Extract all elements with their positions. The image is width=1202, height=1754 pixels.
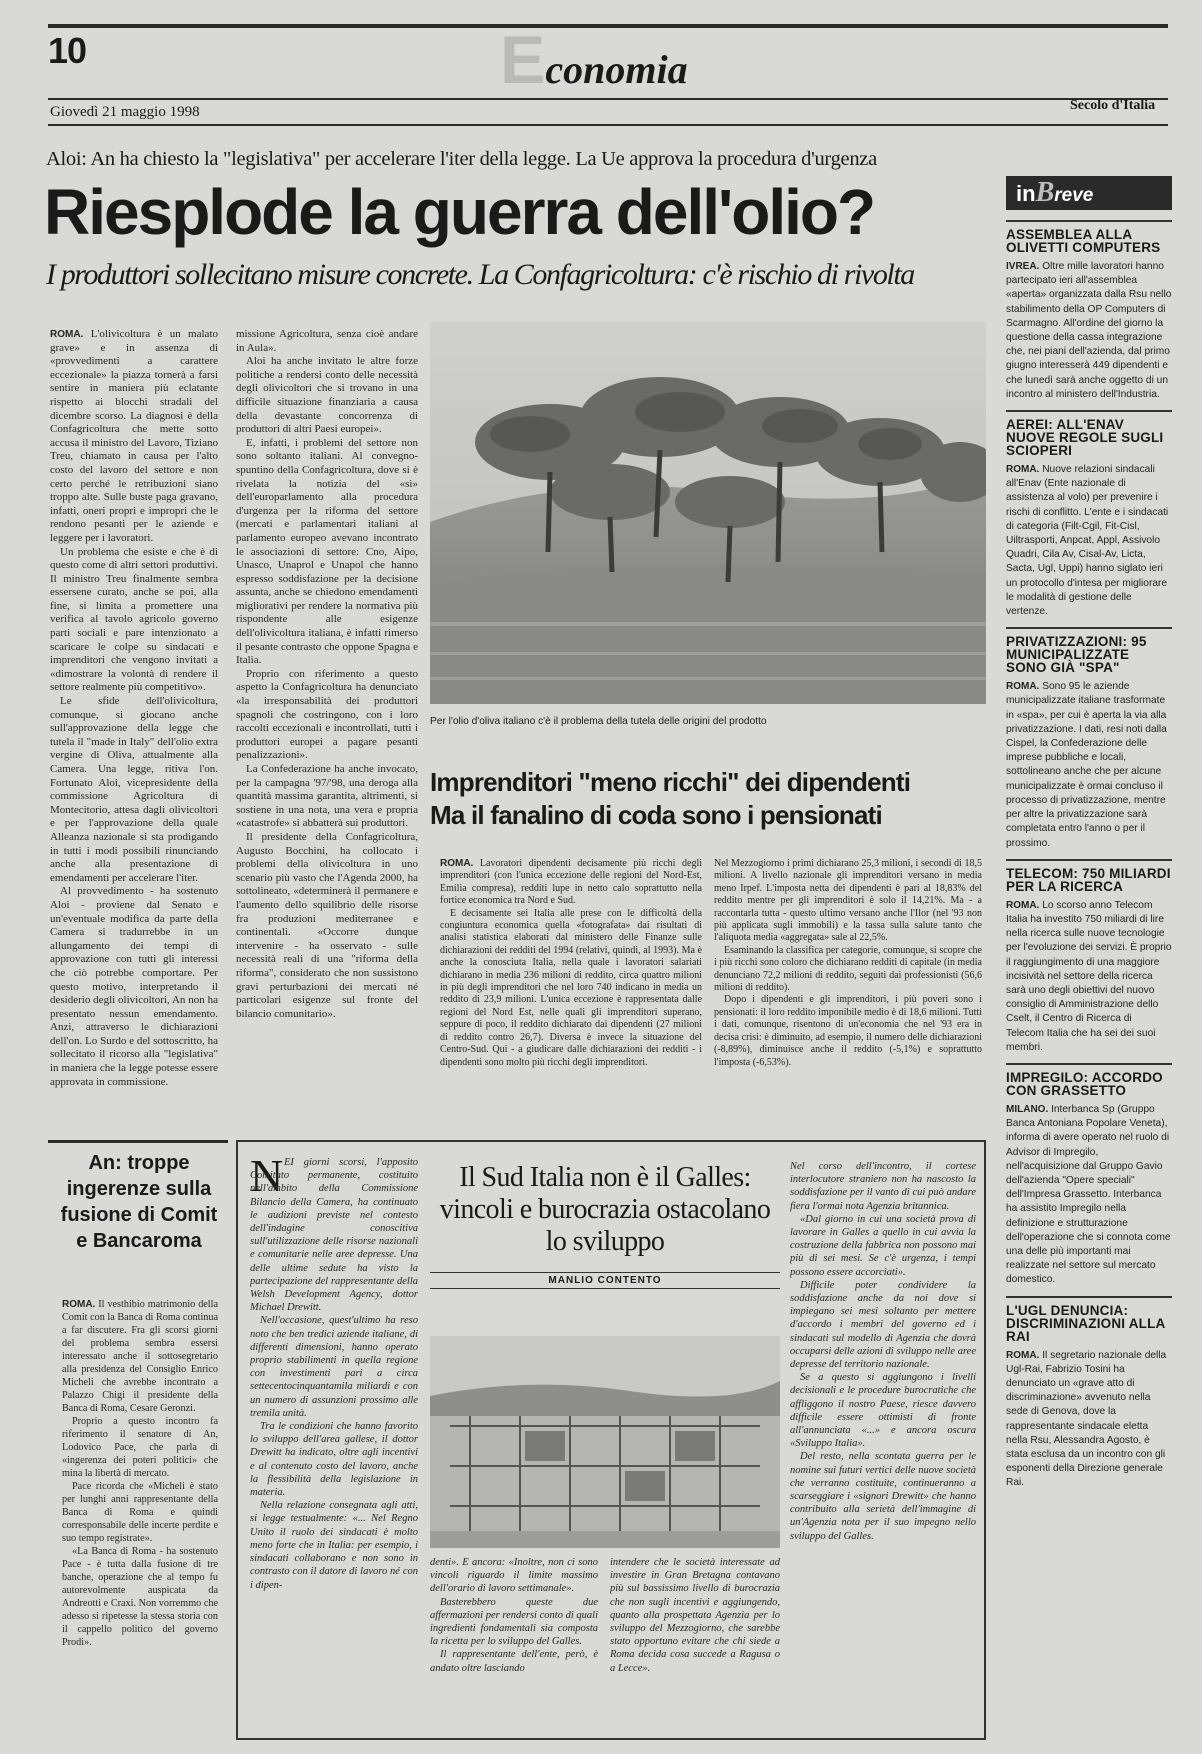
paragraph: Le sfide dell'olivicoltura, comunque, si giocano anche sull'approvazione della legge che tutela il "made in Italy" dell'olio extra vergine di Oliva, attualmente alla Camera. Una legge, ritiva l'on. Fortunato Aloi, vicepresidente della commissione Agricoltura di Montecitorio, attesa dagli olivicoltori e per l'approvazione della quale Alleanza nazionale si sta prodigando in tutti i modi possibili rinunciando anche alla presentazione di emendamenti per accelerare l'iter. xyxy=(50,695,218,884)
dateline: ROMA. xyxy=(1006,464,1040,476)
inbreve-separator xyxy=(1006,410,1172,412)
paragraph: Nella relazione consegnata agli atti, si legge testualmente: «... Nel Regno Unito il ruolo dei sindacati è molto meno forte che in Italia: per esempio, i sindacati collaborano e non sono in contrasto con il datore di lavoro né con i dipen- xyxy=(250,1500,418,1591)
construction-photo xyxy=(430,1336,780,1548)
paragraph: Lavoratori dipendenti decisamente più ricchi degli imprenditori (con l'unica eccezione delle regioni del Nord-Est, Emilia compresa), redditi lupe in netto calo soprattutto nella fortice economica tra Nord e Sud. xyxy=(440,858,702,907)
inbreve-separator xyxy=(1006,859,1172,861)
galles-headline: Il Sud Italia non è il Galles: vincoli e burocrazia ostacolano lo sviluppo xyxy=(439,1162,771,1257)
paragraph: La Confederazione ha anche invocato, per la campagna '97/'98, una deroga alla quantità massima garantita, altrimenti, si sostiene in una nota, una vera e propria «catastrofe» si abbatterà sui produttori. xyxy=(236,763,418,830)
inbreve-item-title: PRIVATIZZAZIONI: 95 MUNICIPALIZZATE SONO GIÀ "SPA" xyxy=(1006,634,1147,676)
paragraph: L'olivicoltura è un malato grave» e in assenza di «provvedimenti a carattere eccezionale» la piazza tornerà a farsi sentire in maniera più eclatante rispetto ai blocchi stradali del dicembre scorso. La diagnosi è della Confagricoltura che mette sotto accusa il ministro del Lavoro, Tiziano Treu, chiamato in causa per l'alto costo del lavoro del settore e non certo perché le retribuzioni siano troppo alte. Sulle buste paga gravano, infatti, oneri propri e impropri che le rendono pesanti per le aziende e leggere per i lavoratori. xyxy=(50,328,218,544)
paragraph: Esaminando la classifica per categorie, comunque, si scopre che i più ricchi sono coloro che dichiarano redditi di capitale (in media denunciano 72,2 milioni di reddito, seguiti dai professionisti (56,6 milioni di reddito). xyxy=(714,944,982,994)
paragraph: Il rappresentante dell'ente, però, è andato oltre lasciando xyxy=(430,1649,598,1674)
page-number: 10 xyxy=(48,30,87,71)
paragraph: Nell'occasione, quest'ultimo ha reso noto che ben tredici aziende italiane, di differenti dimensioni, hanno operato proprio stabilimenti in quella regione con investimenti pari a circa settecentocinquantamila miliardi e con un numero di assunzioni prossimo alle tremila unità. xyxy=(250,1315,418,1419)
inbreve-item xyxy=(1006,1304,1172,1491)
olive-grove-illustration xyxy=(430,322,986,704)
paragraph: Del resto, nella scontata guerra per le nomine sui futuri vertici delle nuove società che verranno costituite, continueranno a scarseggiare i «signori Drewitt» che hanno contribuito alla serietà dell'immagine di un'Agenzia nota per il suo impegno nello sviluppo del Galles. xyxy=(790,1451,976,1542)
galles-right-column xyxy=(790,1160,976,1736)
inbreve-item-text: Lo scorso anno Telecom Italia ha investito 750 miliardi di lire nella ricerca sulle nuove tecnologie per l'evoluzione dei servizi. È proprio il raggiungimento di una maggiore incisività nel settore della ricerca sarà uno degli obiettivi del nuovo consiglio di Amministrazione dello Cselt, il Centro di Ricerca di Telecom Italia che ha sei dei suoi membri. xyxy=(1006,899,1172,1053)
paragraph: Basterebbero queste due affermazioni per rendersi conto di quali ingredienti fondamentali sia composta la ricetta per lo sviluppo del Galles. xyxy=(430,1596,598,1648)
galles-middle-column-1 xyxy=(430,1556,598,1734)
galles-byline: MANLIO CONTENTO xyxy=(430,1272,780,1289)
inbreve-separator xyxy=(1006,627,1172,629)
paragraph: intendere che le società interessate ad investire in Gran Bretagna contavano più sul bassissimo livello di burocrazia che non sugli incentivi e aggiungendo, quanto alla prospettata Agenzia per lo sviluppo del Mezzogiorno, che sarebbe stato opportuno evitare che chi siede a Roma decida cosa succede a Ragusa o a Lecce». xyxy=(610,1557,780,1674)
paragraph: Un problema che esiste e che è di questo come di altri settori produttivi. Il ministro Treu finalmente sembra essersene curato, anche se poi, alla fine, si limita a promettere una verifica al tavolo agricolo governo parti sociali e pare intenzionato a scaricare le colpe su sindacati e imprenditori che vengono invitati a «dimostrare la volontà di rendere il settore realmente più competitivo». xyxy=(50,545,218,694)
dateline: ROMA. xyxy=(1006,681,1040,693)
section-name: conomia xyxy=(545,47,688,92)
photo-caption: Per l'olio d'oliva italiano c'è il problema della tutela delle origini del prodotto xyxy=(430,716,767,727)
paragraph: Dopo i dipendenti e gli imprenditori, i più poveri sono i pensionati: il loro reddito imponibile medio è di 18,6 milioni. Tutti i dati, comunque, risentono di un'economia che nel '93 era in decisa crisi: è diminuito, ad esempio, il numero delle dichiarazioni (-8,89%), diminuisce anche il reddito (-5,1%) e soprattutto l'imposta (-6,53%). xyxy=(714,994,982,1068)
paragraph: missione Agricoltura, senza cioè andare in Aula». xyxy=(236,328,418,354)
inbreve-item xyxy=(1006,418,1172,619)
date-rule-bottom xyxy=(48,124,1168,126)
secondary-headline-line-1: Imprenditori "meno ricchi" dei dipendenti xyxy=(430,767,911,797)
dateline: ROMA. xyxy=(1006,1349,1040,1361)
olive-grove-photo xyxy=(430,322,986,704)
inbreve-item-text: Interbanca Sp (Gruppo Banca Antoniana Popolare Veneta), informa di avere operato nel ruolo di Advisor di Impregilo, nell'acquisizione dal Gruppo Gavio dell'azienda "Opere speciali" dell'Impresa Grassetto. Interbanca ha assistito Impregilo nella definizione e strutturazione dell'operazione che si connota come una delle più importanti mai realizzate nel settore sul mercato domestico. xyxy=(1006,1103,1171,1286)
lead-column-2 xyxy=(236,328,418,1118)
inbreve-item-text: Sono 95 le aziende municipalizzate italiane trasformate in «spa», per cui è aperta la via alla privatizzazione. I dati, resi noti dalla Cispel, la Confederazione delle imprese pubbliche e locali, sottolineano anche che per alcune municipalizzate è ormai concluso il processo di privatizzazione, mentre per altre la privatizzazione sarà completata entro l'anno o per il prossimo. xyxy=(1006,681,1167,849)
galles-left-column xyxy=(250,1150,418,1732)
inbreve-item xyxy=(1006,635,1172,850)
lead-kicker: Aloi: An ha chiesto la "legislativa" per accelerare l'iter della legge. La Ue approva la procedura d'urgenza xyxy=(46,148,877,170)
secondary-headline-line-2: Ma il fanalino di coda sono i pensionati xyxy=(430,800,882,830)
paragraph: Al provvedimento - ha sostenuto Aloi - proviene dal Senato e un'eventuale modifica da parte della Camera si tradurrebbe in un allungamento dei tempi di approvazione con tutti gli interessi che ciò potrebbe comportare. Per questo motivo, interpretando il desiderio degli olivicoltori, An non ha presentato nessun emendamento. Anzi, attraverso le dichiarazioni dell'on. Lo Surdo e del sottoscritto, ha sollecitato il ricorso alla "legislativa" in maniera che la legge potesse essere approvata in commissione. xyxy=(50,885,218,1088)
paragraph: Se a questo si aggiungono i livelli decisionali e le procedure burocratiche che affliggono il nostro Paese, riesce davvero difficile essere ottimisti di fronte all'annunciata «...» e ancora oscura «Sviluppo Italia». xyxy=(790,1372,976,1450)
paragraph: Difficile poter condividere la soddisfazione anche da noi dove si impiegano sei mesi soltanto per mettere d'accordo i membri del governo ed i sindacati sul modello di Agenzia che dovrà occuparsi delle azioni di sviluppo nelle aree depresse del territorio nazionale. xyxy=(790,1279,976,1371)
paragraph: denti». E ancora: «Inoltre, non ci sono vincoli riguardo il limite massimo dell'orario di lavoro settimanale». xyxy=(430,1557,598,1595)
inbreve-logo-rest: reve xyxy=(1054,185,1094,206)
secondary-column-1 xyxy=(440,858,702,1120)
inbreve-separator xyxy=(1006,220,1172,222)
lead-subhead: I produttori sollecitano misure concrete. La Confagricoltura: c'è rischio di rivolta xyxy=(46,258,914,291)
secondary-column-2 xyxy=(714,858,982,1120)
inbreve-item-title: L'UGL DENUNCIA: DISCRIMINAZIONI ALLA RAI xyxy=(1006,1302,1165,1344)
paragraph: Il presidente della Confagricoltura, Augusto Bocchini, ha collocato i problemi della olivicoltura in uno scenario più vasto che l'Agenda 2000, ha sottolineato, «determinerà il permanere e l'aumento dello squilibrio delle risorse fra produzioni mediterranee e continentali. «Occorre dunque intervenire - ha osservato - sulle necessità reali di una "riforma della riforma", considerato che non sussistono gravi perturbazioni dei mercati né particolari esigenze sul fronte del bilancio comunitario». xyxy=(236,830,418,1020)
section-title xyxy=(500,22,688,98)
secondary-headline xyxy=(430,766,986,832)
inbreve-item-title: AEREI: ALL'ENAV NUOVE REGOLE SUGLI SCIOPERI xyxy=(1006,417,1164,459)
paragraph: Tra le condizioni che hanno favorito lo sviluppo dell'area gallese, il dottor Drewitt ha indicato, oltre agli incentivi e al contenuto costo del lavoro, anche la flessibilità della legislazione in materia. xyxy=(250,1421,418,1499)
dateline: ROMA. xyxy=(1006,899,1040,911)
masthead xyxy=(0,0,1202,140)
lead-column-1 xyxy=(50,328,218,1118)
paragraph: «Dal giorno in cui una società prova di lavorare in Galles a quello in cui avvia la costruzione della fabbrica non possono mai più di sei mesi. Se c'è urgenza, i tempi possono essere accorciati». xyxy=(790,1213,976,1278)
comit-top-rule xyxy=(48,1140,228,1143)
lead-headline: Riesplode la guerra dell'olio? xyxy=(44,176,875,248)
inbreve-item xyxy=(1006,867,1172,1055)
dateline: ROMA. xyxy=(440,858,474,869)
paragraph: Pace ricorda che «Micheli è stato per lunghi anni rappresentante della Banca di Roma e quindi corresponsabile delle incerte perdite e suo tempo registrate». xyxy=(62,1481,218,1544)
galles-middle-column-2 xyxy=(610,1556,780,1734)
date-rule xyxy=(48,98,1168,100)
paragraph: E decisamente sei Italia alle prese con le difficoltà della congiuntura economica quella «fotografata» dai risultati di analisi statistica elaborati dal ministero delle Finanze sulle dichiarazioni dei redditi del 1994 (relativi, quindi, al 1993). Ma è anche la conosciuta Italia, nella quale i lavoratori salariati dichiarano in media 236 milioni di reddito, circa quattro milioni in più degli imprenditori che nel loro 740 indicano in media un reddito di 23,9 milioni. L'unica eccezione è rappresentata dalle regioni del Nord Est, nelle quali gli imprenditori superano, seppure di poco, il reddito dichiarato dai dipendenti (27 milioni di reddito contro 26,7). Diversa è invece la situazione del Centro-Sud. Qui - a giudicare dalle dichiarazioni dei redditi - i dipendenti sono molto più ricchi degli imprenditori. xyxy=(440,907,702,1068)
paragraph: EI giorni scorsi, l'apposito Comitato permanente, costituito nell'ambito della Commissione Bilancio della Camera, ha continuato le audizioni previste nel contesto dell'indagine conoscitiva sull'utilizzazione delle risorse nazionali e comunitarie nelle aree depresse. Una delle ultime sedute ha visto la partecipazione del rappresentante della Welsh Development Agency, dottor Michael Drewitt. xyxy=(250,1157,418,1314)
inbreve-item-title: IMPREGILO: ACCORDO CON GRASSETTO xyxy=(1006,1069,1163,1098)
issue-date: Giovedì 21 maggio 1998 xyxy=(50,104,200,120)
inbreve-logo-in: in xyxy=(1016,181,1036,206)
comit-body xyxy=(62,1298,218,1738)
inbreve-separator xyxy=(1006,1296,1172,1298)
paper-name: Secolo d'Italia xyxy=(1070,98,1156,113)
inbreve-item-title: ASSEMBLEA ALLA OLIVETTI COMPUTERS xyxy=(1006,227,1161,255)
paragraph: E, infatti, i problemi del settore non sono soltanto italiani. Al convegno-spuntino della Confagricoltura, dove si è rivelata la notizia del «sì» dell'europarlamento alla procedura d'urgenza per la riforma del settore (mercati e parlamentari italiani al parlamento europeo avevano incontrato le associazioni di settore: Cno, Aipo, Unasco, Unaprol e Unapol che hanno espresso soddisfazione per la decisione assunta, anche se chiedono emendamenti migliorativi per rendere la normativa più rispondente alle esigenze dell'olivicoltura italiana, è infatti rimerso il pesante contrasto che oppone Spagna e Italia. xyxy=(236,436,418,667)
paragraph: Nel Mezzogiorno i primi dichiarano 25,3 milioni, i secondi di 18,5 milioni. A livello nazionale gli imprenditori versano in media meno Irpef. L'imposta netta dei dipendenti è pari al 18,83% del reddito mentre per gli imprenditori è solo il 14,21%. Ma - a raccontarla tutta - questo ultimo versano anche l'Ilor (nel '93 non più applicata sugli immobili) e la tassa sulla salute tanto che l'aliquota media «aggregata» sale al 22,5%. xyxy=(714,858,982,944)
inbreve-item-text: Oltre mille lavoratori hanno partecipato ieri all'assemblea «aperta» organizzata dalla Rsu nello stabilimento della OP Computers di Scarmagno. All'ordine del giorno la questione della cassa integrazione che, nei piani dell'azienda, dal primo giugno interesserà 449 dipendenti e che lunedì sarà anche oggetto di un incontro al ministero dell'Industria. xyxy=(1006,261,1172,400)
paragraph: Proprio con riferimento a questo aspetto la Confagricoltura ha denunciato «la irresponsabilità dei produttori spagnoli che costringono, con i loro raccolti eccezionali e incontrollati, tutti i produttori europei a pagare pesanti penalizzazioni». xyxy=(236,667,418,762)
inbreve-sidebar xyxy=(1006,150,1172,1740)
section-initial: E xyxy=(500,22,546,98)
inbreve-item-text: Il segretario nazionale della Ugl-Rai, Fabrizio Tosini ha denunciato un «grave atto di discriminazione» avvenuto nella sede di Genova, dove la rappresentante sindacale eletta nella Rsu, Alessandra Agosto, è stata esclusa da un incontro con gli esponenti della Direzione generale Rai. xyxy=(1006,1349,1167,1489)
inbreve-logo xyxy=(1006,176,1172,210)
galles-headline-block xyxy=(430,1162,780,1320)
comit-headline: An: troppe ingerenze sulla fusione di Comit e Bancaroma xyxy=(60,1152,218,1252)
paragraph: Nel corso dell'incontro, il cortese interlocutore straniero non ha nascosto la soddisfazione per il vanto di cui può andare fiera l'ormai nota Agenzia britannica. xyxy=(790,1161,976,1212)
paragraph: «La Banca di Roma - ha sostenuto Pace - è tutta dalla fusione di tre banche, operazione che al tempo fu autorevolmente auspicata da Andreotti e Craxi. Non vorremmo che adesso si ripetesse la stessa storia con il cappello politico del governo Prodi». xyxy=(62,1546,218,1648)
dateline: ROMA. xyxy=(62,1299,96,1310)
galles-dropcap: N xyxy=(250,1150,284,1201)
inbreve-item-text: Nuove relazioni sindacali all'Enav (Ente nazionale di assistenza al volo) per prevenire i rischi di conflitto. L'ente e i sindacati di categoria (Filt-Cgil, Fit-Cisl, Uiltrasporti, Anpcat, Appl, Assivolo Quadri, Cila Av, Cisal-Av, Licta, Sacta, Ugl, Uppi) hanno siglato ieri un protocollo d'intesa per migliorare le modalità di gestione delle vertenze. xyxy=(1006,464,1169,618)
dateline: ROMA. xyxy=(50,329,84,340)
inbreve-separator xyxy=(1006,1063,1172,1065)
inbreve-logo-b: B xyxy=(1035,177,1055,208)
paragraph: Proprio a questo incontro fa riferimento il senatore di An, Lodovico Pace, che parla di «ingerenza dei poteri politici» che mina la libertà di mercato. xyxy=(62,1416,218,1479)
paragraph: Aloi ha anche invitato le altre forze politiche a rendersi conto delle necessità degli olivicoltori che si trovano in una difficile situazione finanziaria a causa della devastante concorrenza di produttori di altri Paesi europei». xyxy=(236,355,418,436)
paragraph: Il vesthibio matrimonio della Comit con la Banca di Roma continua a far discutere. Fra gli scorsi giorni del problema sembra essersi interessato anche il sottosegretario alla presidenza del Consiglio Enrico Micheli che avrebbe incontrato a Palazzo Chigi il presidente della Banca di Roma, Cesare Geronzi. xyxy=(62,1299,218,1414)
dateline: MILANO. xyxy=(1006,1103,1049,1115)
inbreve-item-title: TELECOM: 750 MILIARDI PER LA RICERCA xyxy=(1006,865,1171,894)
inbreve-item xyxy=(1006,228,1172,402)
inbreve-item xyxy=(1006,1071,1172,1288)
construction-site-illustration xyxy=(430,1336,780,1548)
dateline: IVREA. xyxy=(1006,261,1040,272)
